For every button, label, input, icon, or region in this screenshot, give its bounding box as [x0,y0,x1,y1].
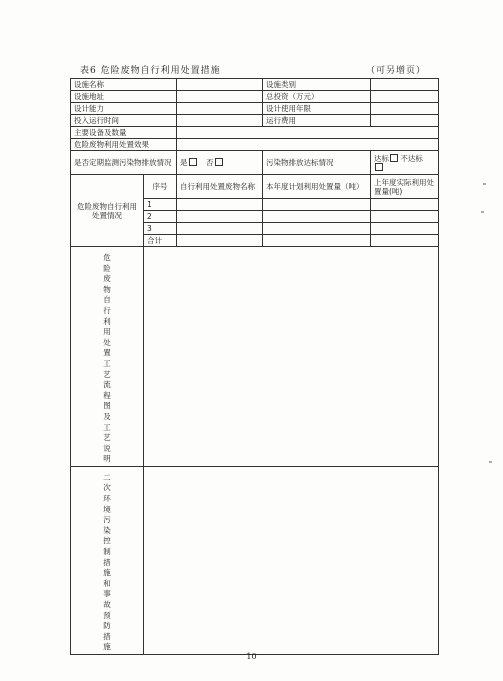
value-operating-cost[interactable] [371,115,439,127]
disposal-form-table [70,78,439,655]
no-label: 否 [206,158,214,167]
row-total-label: 合计 [144,235,177,247]
row-1-waste-name[interactable] [177,199,263,211]
value-utilization-effect[interactable] [177,139,439,151]
header-plan-qty: 本年度计划利用处置量（吨） [263,175,371,199]
label-design-life: 设计使用年限 [263,103,371,115]
scan-speck [489,461,492,463]
secondary-section-text: 二次环境污染控制措施和事故预防措施 [103,472,111,652]
row-seq-3: 3 [144,223,177,235]
extra-page-note: （可另增页） [366,66,427,76]
label-regular-monitoring: 是否定期监测污染物排放情况 [71,151,177,175]
label-facility-name: 设施名称 [71,79,177,91]
yes-checkbox[interactable] [189,158,197,166]
process-section-text: 危险废物自行利用处置工艺流程图及工艺说明 [103,253,111,464]
page-number: 10 [246,652,257,661]
label-utilization-effect: 危险废物利用处置效果 [71,139,177,151]
monitoring-choice [177,151,263,175]
row-total-actual-qty[interactable] [371,235,439,247]
label-facility-address: 设施地址 [71,91,177,103]
label-secondary-section [71,466,144,654]
scan-speck [483,183,486,185]
label-facility-type: 设施类别 [263,79,371,91]
label-operation-time: 投入运行时间 [71,115,177,127]
row-total-plan-qty[interactable] [263,235,371,247]
label-self-utilization-section: 危险废物自行利用处置情况 [71,175,144,247]
compliant-label: 达标 [374,153,389,163]
value-design-life[interactable] [371,103,439,115]
row-seq-2: 2 [144,211,177,223]
header-waste-name: 自行利用处置废物名称 [177,175,263,199]
no-checkbox[interactable] [215,158,223,166]
row-total-waste-name[interactable] [177,235,263,247]
value-main-equipment[interactable] [177,127,439,139]
header-seq: 序号 [144,175,177,199]
row-3-plan-qty[interactable] [263,223,371,235]
label-main-equipment: 主要设备及数量 [71,127,177,139]
value-facility-address[interactable] [177,91,263,103]
label-process-section [71,247,144,467]
noncompliant-checkbox[interactable] [375,163,383,171]
row-3-actual-qty[interactable] [371,223,439,235]
row-2-waste-name[interactable] [177,211,263,223]
row-3-waste-name[interactable] [177,223,263,235]
value-facility-name[interactable] [177,79,263,91]
value-total-investment[interactable] [371,91,439,103]
value-operation-time[interactable] [177,115,263,127]
table-title: 表6 危险废物自行利用处置措施 [80,66,221,76]
row-2-actual-qty[interactable] [371,211,439,223]
row-seq-1: 1 [144,199,177,211]
label-emission-compliance: 污染物排放达标情况 [263,151,371,175]
noncompliant-label: 不达标 [400,153,423,163]
scan-speck [481,211,484,213]
row-1-actual-qty[interactable] [371,199,439,211]
secondary-measures-area[interactable] [144,466,439,654]
row-2-plan-qty[interactable] [263,211,371,223]
row-1-plan-qty[interactable] [263,199,371,211]
label-operating-cost: 运行费用 [263,115,371,127]
label-design-capacity: 设计能力 [71,103,177,115]
process-description-area[interactable] [144,247,439,467]
yes-label: 是 [180,158,188,167]
label-total-investment: 总投资（万元） [263,91,371,103]
value-facility-type[interactable] [371,79,439,91]
compliant-checkbox[interactable] [390,154,398,162]
compliance-choice [371,151,439,175]
header-actual-qty: 上年度实际利用处置量(吨) [371,175,439,199]
value-design-capacity[interactable] [177,103,263,115]
